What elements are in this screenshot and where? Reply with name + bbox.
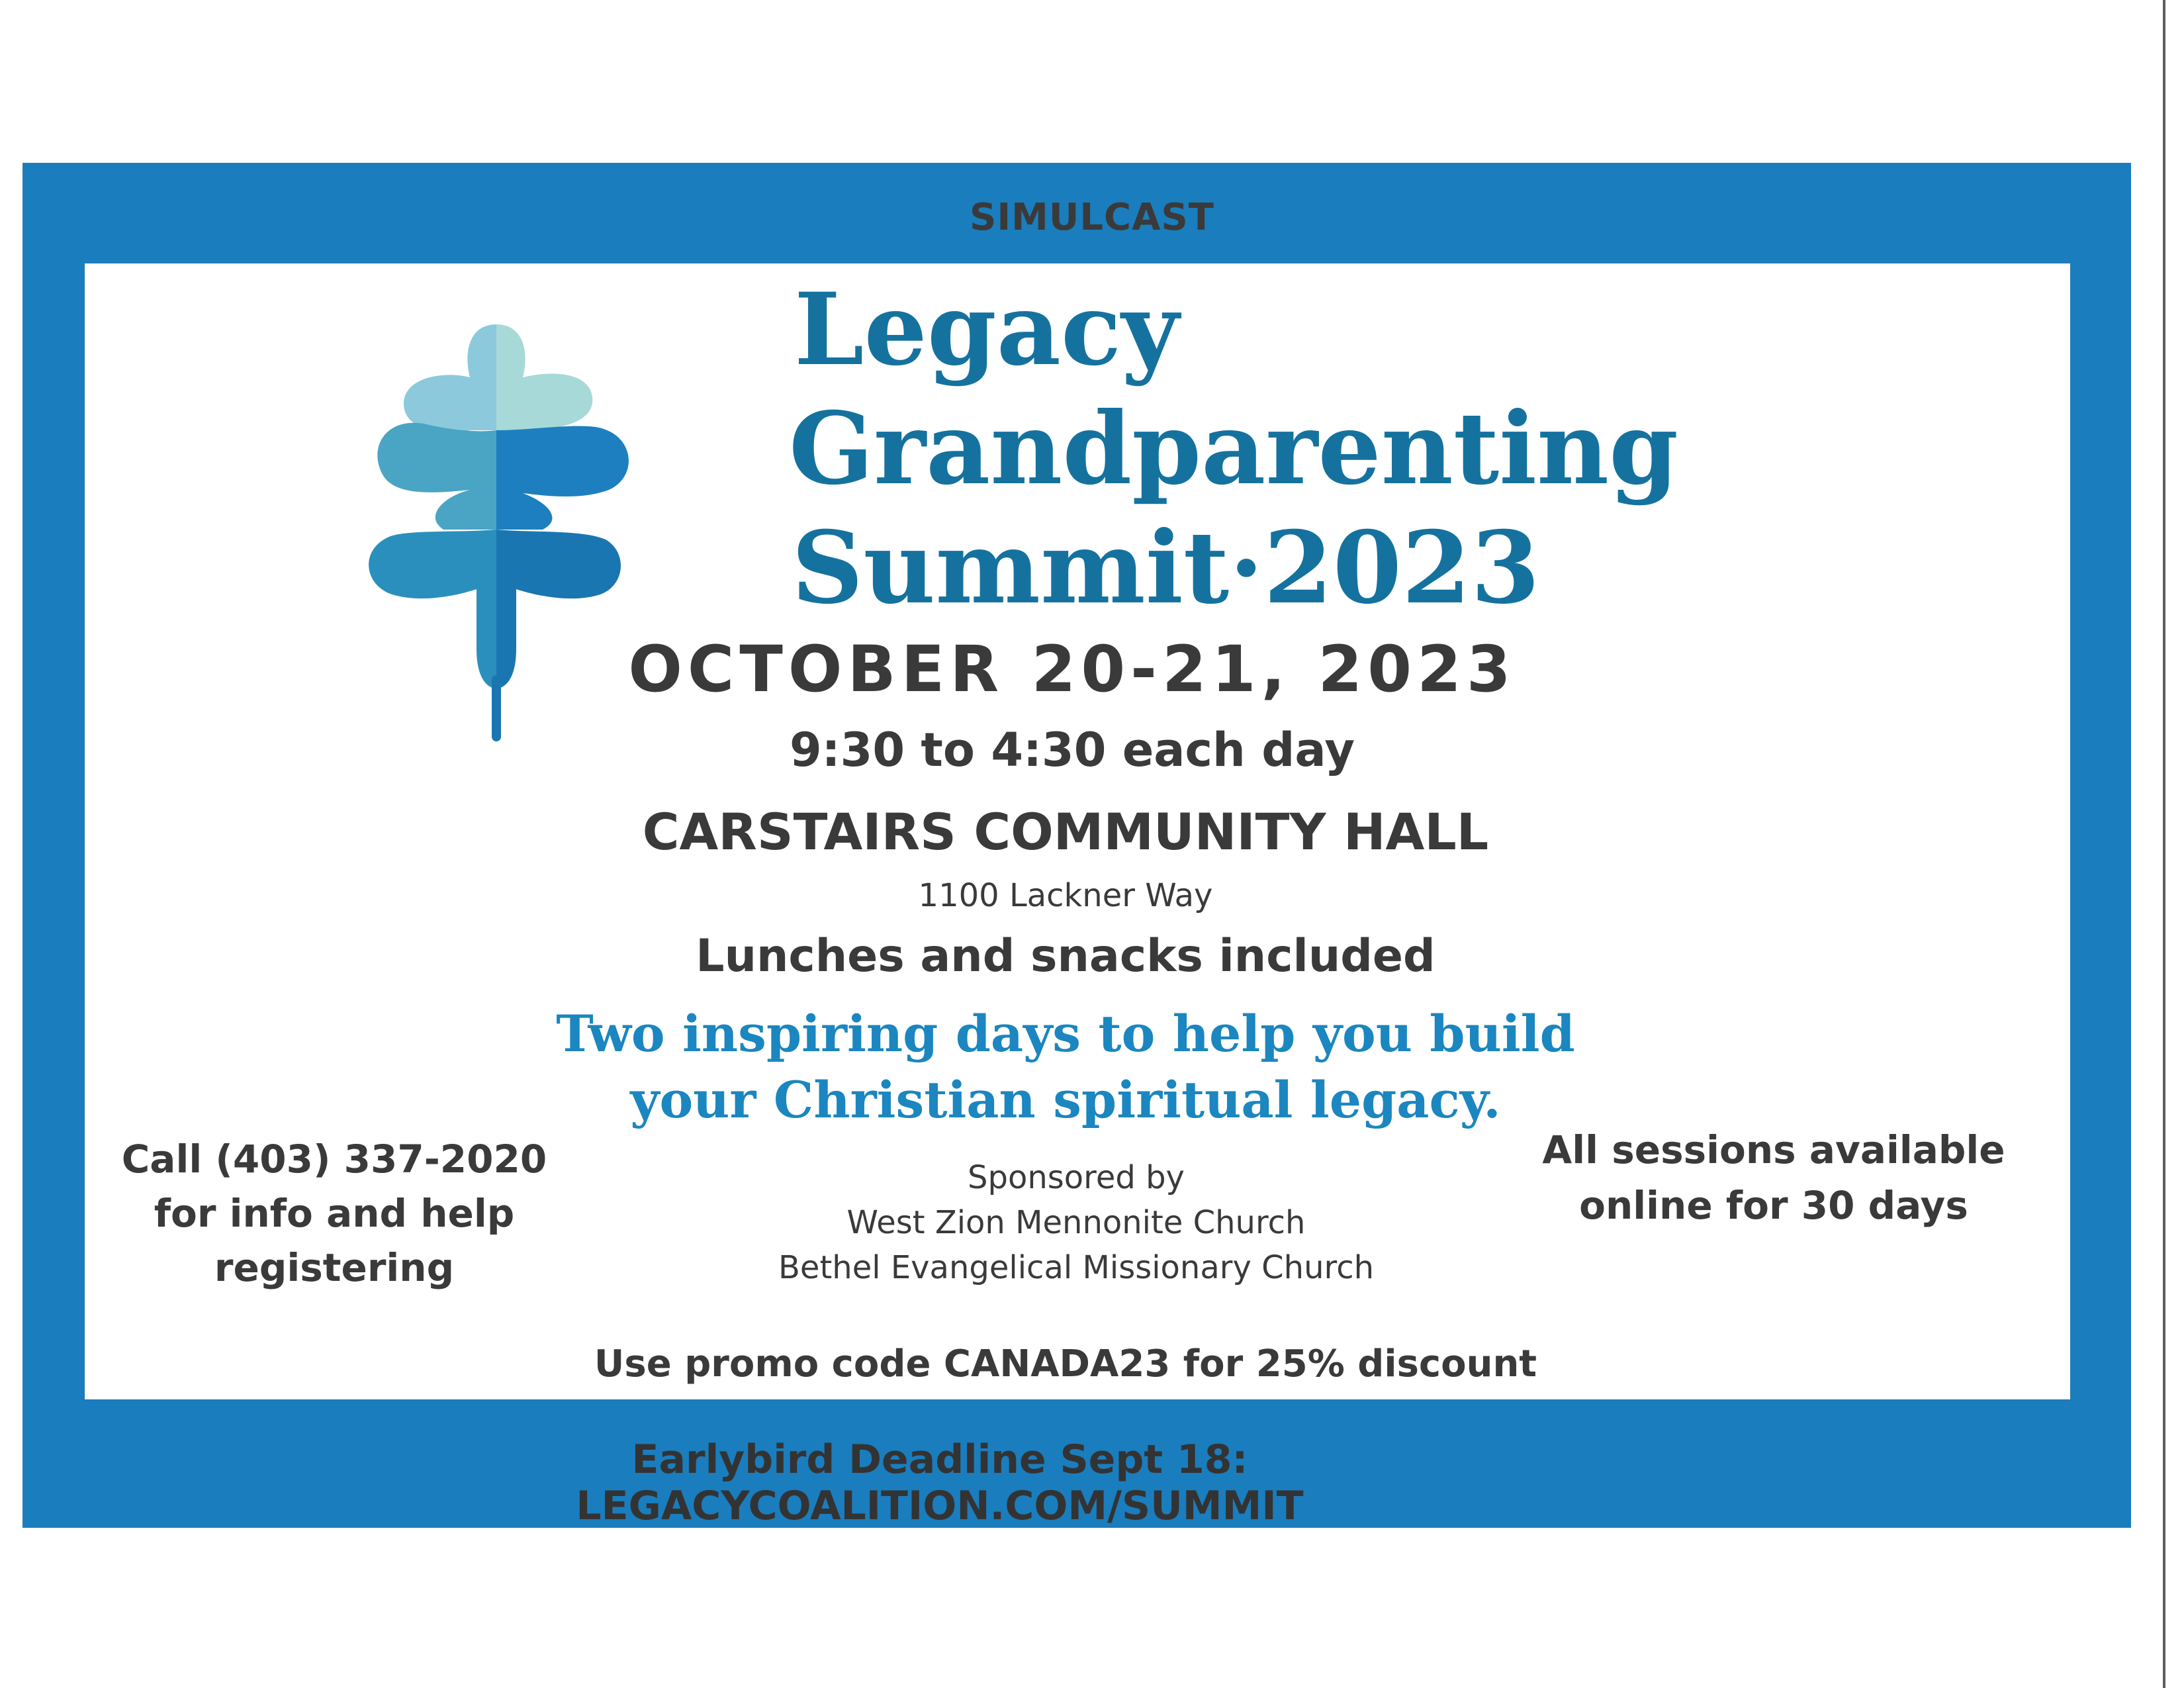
title-line-1: Legacy [794,271,1179,388]
sponsor-item: West Zion Mennonite Church [846,1204,1306,1241]
promo-code-note: Use promo code CANADA23 for 25% discount [594,1342,1537,1385]
oak-leaf-logo-icon [357,318,635,781]
earlybird-deadline: Earlybird Deadline Sept 18: LEGACYCOALITION.COM/SUMMIT [576,1436,1304,1529]
tagline-line-2: your Christian spiritual legacy. [630,1070,1501,1129]
event-venue: CARSTAIRS COMMUNITY HALL [642,802,1489,861]
leaf-right-middle-lobe [496,426,629,530]
simulcast-label: SIMULCAST [969,196,1215,239]
contact-line-2: for info and help [154,1191,515,1236]
meals-note: Lunches and snacks included [696,930,1435,982]
online-availability [1535,1122,2012,1233]
sponsor-item: Bethel Evangelical Missionary Church [778,1249,1375,1286]
contact-info [106,1132,563,1295]
leaf-right-upper-lobe [496,324,592,430]
event-time: 9:30 to 4:30 each day [789,723,1355,777]
contact-line-3: registering [214,1245,455,1290]
online-line-2: online for 30 days [1579,1183,1968,1228]
sponsors-heading: Sponsored by [968,1159,1185,1196]
tagline-line-1: Two inspiring days to help you build [556,1004,1575,1063]
online-line-1: All sessions available [1542,1127,2005,1172]
title-line-3: Summit·2023 [792,510,1540,626]
title-line-2: Grandparenting [789,391,1679,507]
scan-edge-line [2163,0,2165,1688]
leaf-left-middle-lobe [377,423,496,530]
event-date: OCTOBER 20-21, 2023 [628,632,1516,706]
leaf-left-upper-lobe [404,324,496,433]
tagline [0,1001,2131,1133]
event-address: 1100 Lackner Way [918,877,1213,914]
contact-line-1: Call (403) 337-2020 [121,1137,547,1182]
